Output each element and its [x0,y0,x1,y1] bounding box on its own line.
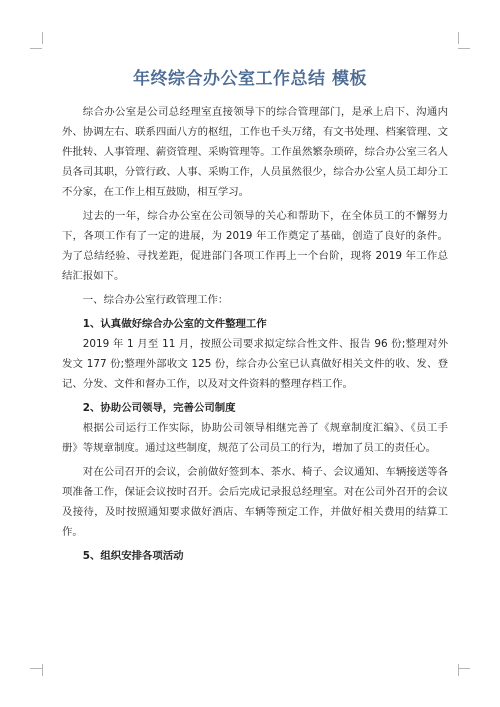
paragraph-summary: 过去的一年，综合办公室在公司领导的关心和帮助下，在全体员工的不懈努力下，各项工作有了一定的进展，为 2019 年工作奠定了基础，创造了良好的条件。为了总结经验、寻找差距，促进部门各项工作再上一个台阶，现将 2019 年工作总结汇报如下。 [62,210,448,282]
document-title: 年终综合办公室工作总结 模板 [133,69,367,89]
document-body [62,102,448,566]
crop-mark-top-left-h [30,48,42,49]
paragraph-document-stats: 2019 年 1 月至 11 月，按照公司要求拟定综合性文件、报告 96 份;整理对外发文 177 份;整理外部收文 125 份，综合办公室已认真做好相关文件的收、发、登记、分发、文件和督办工作，以及对文件资料的整理存档工作。 [62,338,448,390]
heading-activities: 5、组织安排各项活动 [82,550,184,562]
heading-company-rules: 2、协助公司领导，完善公司制度 [82,402,236,414]
crop-mark-top-right-v [458,32,459,44]
crop-mark-bottom-right-v [458,664,459,676]
crop-mark-top-right-h [458,48,470,49]
paragraph-rules: 根据公司运行工作实际，协助公司领导相继完善了《规章制度汇编》、《员工手册》等规章制度。通过这些制度，规范了公司员工的行为，增加了员工的责任心。 [62,422,448,454]
crop-mark-top-left-v [42,32,43,44]
crop-mark-bottom-right-h [458,668,470,669]
paragraph-meetings: 对在公司召开的会议，会前做好签到本、茶水、椅子、会议通知、车辆接送等各项准备工作，保证会议按时召开。会后完成记录报总经理室。对在公司外召开的会议及接待，及时按照通知要求做好酒店、车辆等预定工作，并做好相关费用的结算工作。 [62,466,448,538]
section-heading-admin: 一、综合办公室行政管理工作： [82,294,229,306]
crop-mark-bottom-left-h [30,668,42,669]
paragraph-intro: 综合办公室是公司总经理室直接领导下的综合管理部门，是承上启下、沟通内外、协调左右、联系四面八方的枢纽，工作也千头万绪，有文书处理、档案管理、文件批转、人事管理、薪资管理、采购管理等。工作虽然繁杂琐碎，综合办公室三名人员各司其职，分管行政、人事、采购工作，人员虽然很少，综合办公室人员工却分工不分家，在工作上相互鼓励，相互学习。 [62,106,448,198]
crop-mark-bottom-left-v [42,664,43,676]
heading-document-work: 1、认真做好综合办公室的文件整理工作 [82,318,267,330]
